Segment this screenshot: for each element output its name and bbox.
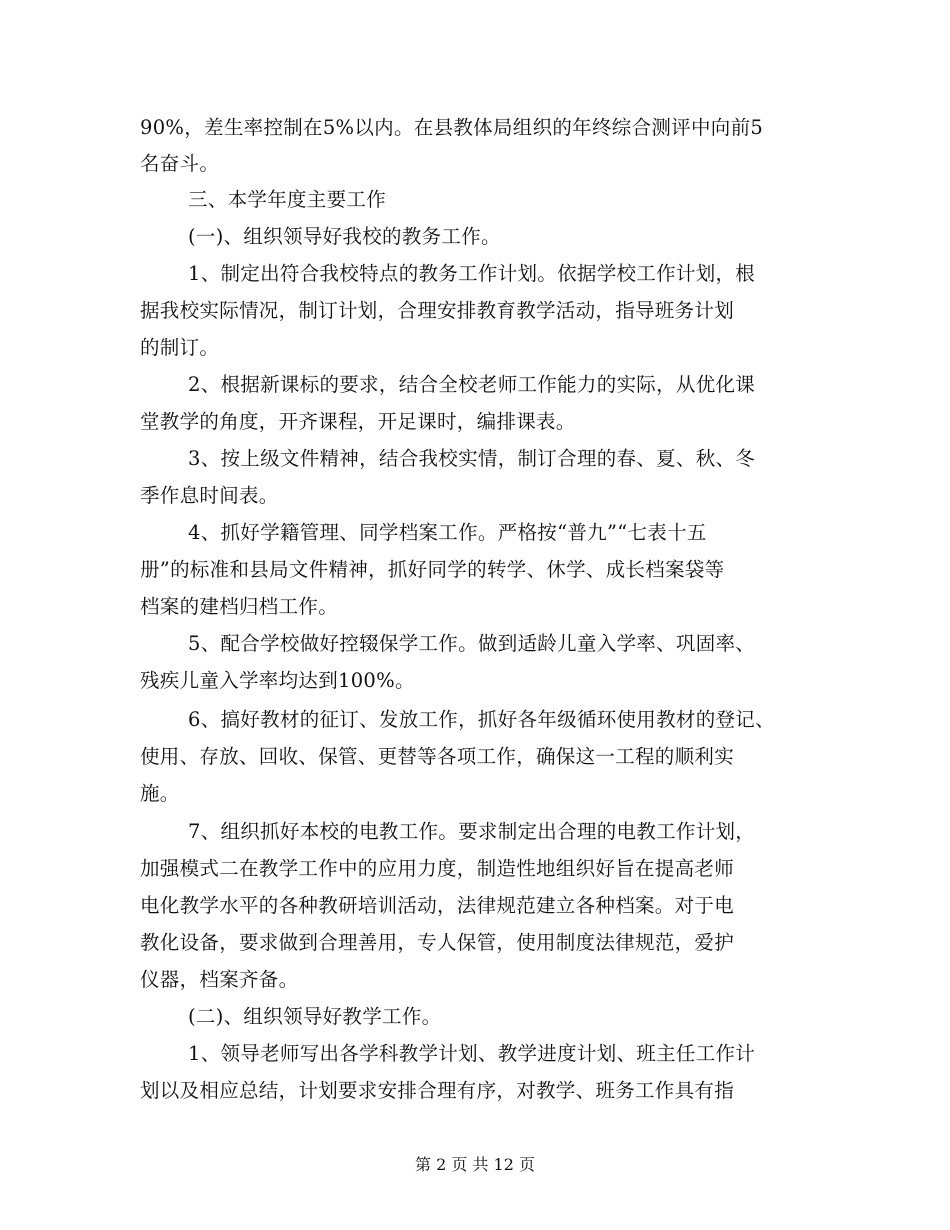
text-line: 使用、存放、回收、保管、更替等各项工作，确保这一工程的顺利实 (140, 745, 735, 768)
subsection-heading: (一)、组织领导好我校的教务工作。 (188, 225, 501, 248)
text-line: 的制订。 (140, 336, 220, 359)
text-line: 90%，差生率控制在5%以内。在县教体局组织的年终综合测评中向前5 (140, 116, 764, 139)
text-line: 季作息时间表。 (140, 484, 279, 507)
text-line: 档案的建档归档工作。 (140, 595, 339, 618)
text-line: 划以及相应总结，计划要求安排合理有序，对教学、班务工作具有指 (140, 1079, 735, 1102)
text-line: 2、根据新课标的要求，结合全校老师工作能力的实际，从优化课 (188, 373, 756, 396)
text-line: 加强模式二在教学工作中的应用力度，制造性地组织好旨在提高老师 (140, 857, 735, 880)
text-line: 残疾儿童入学率均达到100%。 (140, 669, 415, 692)
text-line: 1、领导老师写出各学科教学计划、教学进度计划、班主任工作计 (188, 1042, 756, 1065)
text-line: 电化教学水平的各种教研培训活动，法律规范建立各种档案。对于电 (140, 894, 735, 917)
text-line: 5、配合学校做好控辍保学工作。做到适龄儿童入学率、巩固率、 (188, 632, 756, 655)
text-line: 堂教学的角度，开齐课程，开足课时，编排课表。 (140, 410, 576, 433)
subsection-heading: (二)、组织领导好教学工作。 (188, 1005, 442, 1028)
page-number-footer: 第 2 页 共 12 页 (415, 1155, 535, 1174)
text-line: 据我校实际情况，制订计划，合理安排教育教学活动，指导班务计划 (140, 299, 735, 322)
text-line: 教化设备，要求做到合理善用，专人保管，使用制度法律规范，爱护 (140, 931, 735, 954)
section-heading: 三、本学年度主要工作 (188, 188, 387, 211)
text-line: 4、抓好学籍管理、同学档案工作。严格按“普九”“七表十五 (188, 521, 707, 544)
text-line: 7、组织抓好本校的电教工作。要求制定出合理的电教工作计划， (188, 820, 756, 843)
text-line: 仪器，档案齐备。 (140, 968, 299, 991)
text-line: 施。 (140, 782, 180, 805)
text-line: 名奋斗。 (140, 152, 220, 175)
text-line: 1、制定出符合我校特点的教务工作计划。依据学校工作计划，根 (188, 262, 756, 285)
text-line: 3、按上级文件精神，结合我校实情，制订合理的春、夏、秋、冬 (188, 447, 756, 470)
text-line: 册”的标准和县局文件精神，抓好同学的转学、休学、成长档案袋等 (140, 558, 725, 581)
text-line: 6、搞好教材的征订、发放工作，抓好各年级循环使用教材的登记、 (188, 708, 775, 731)
